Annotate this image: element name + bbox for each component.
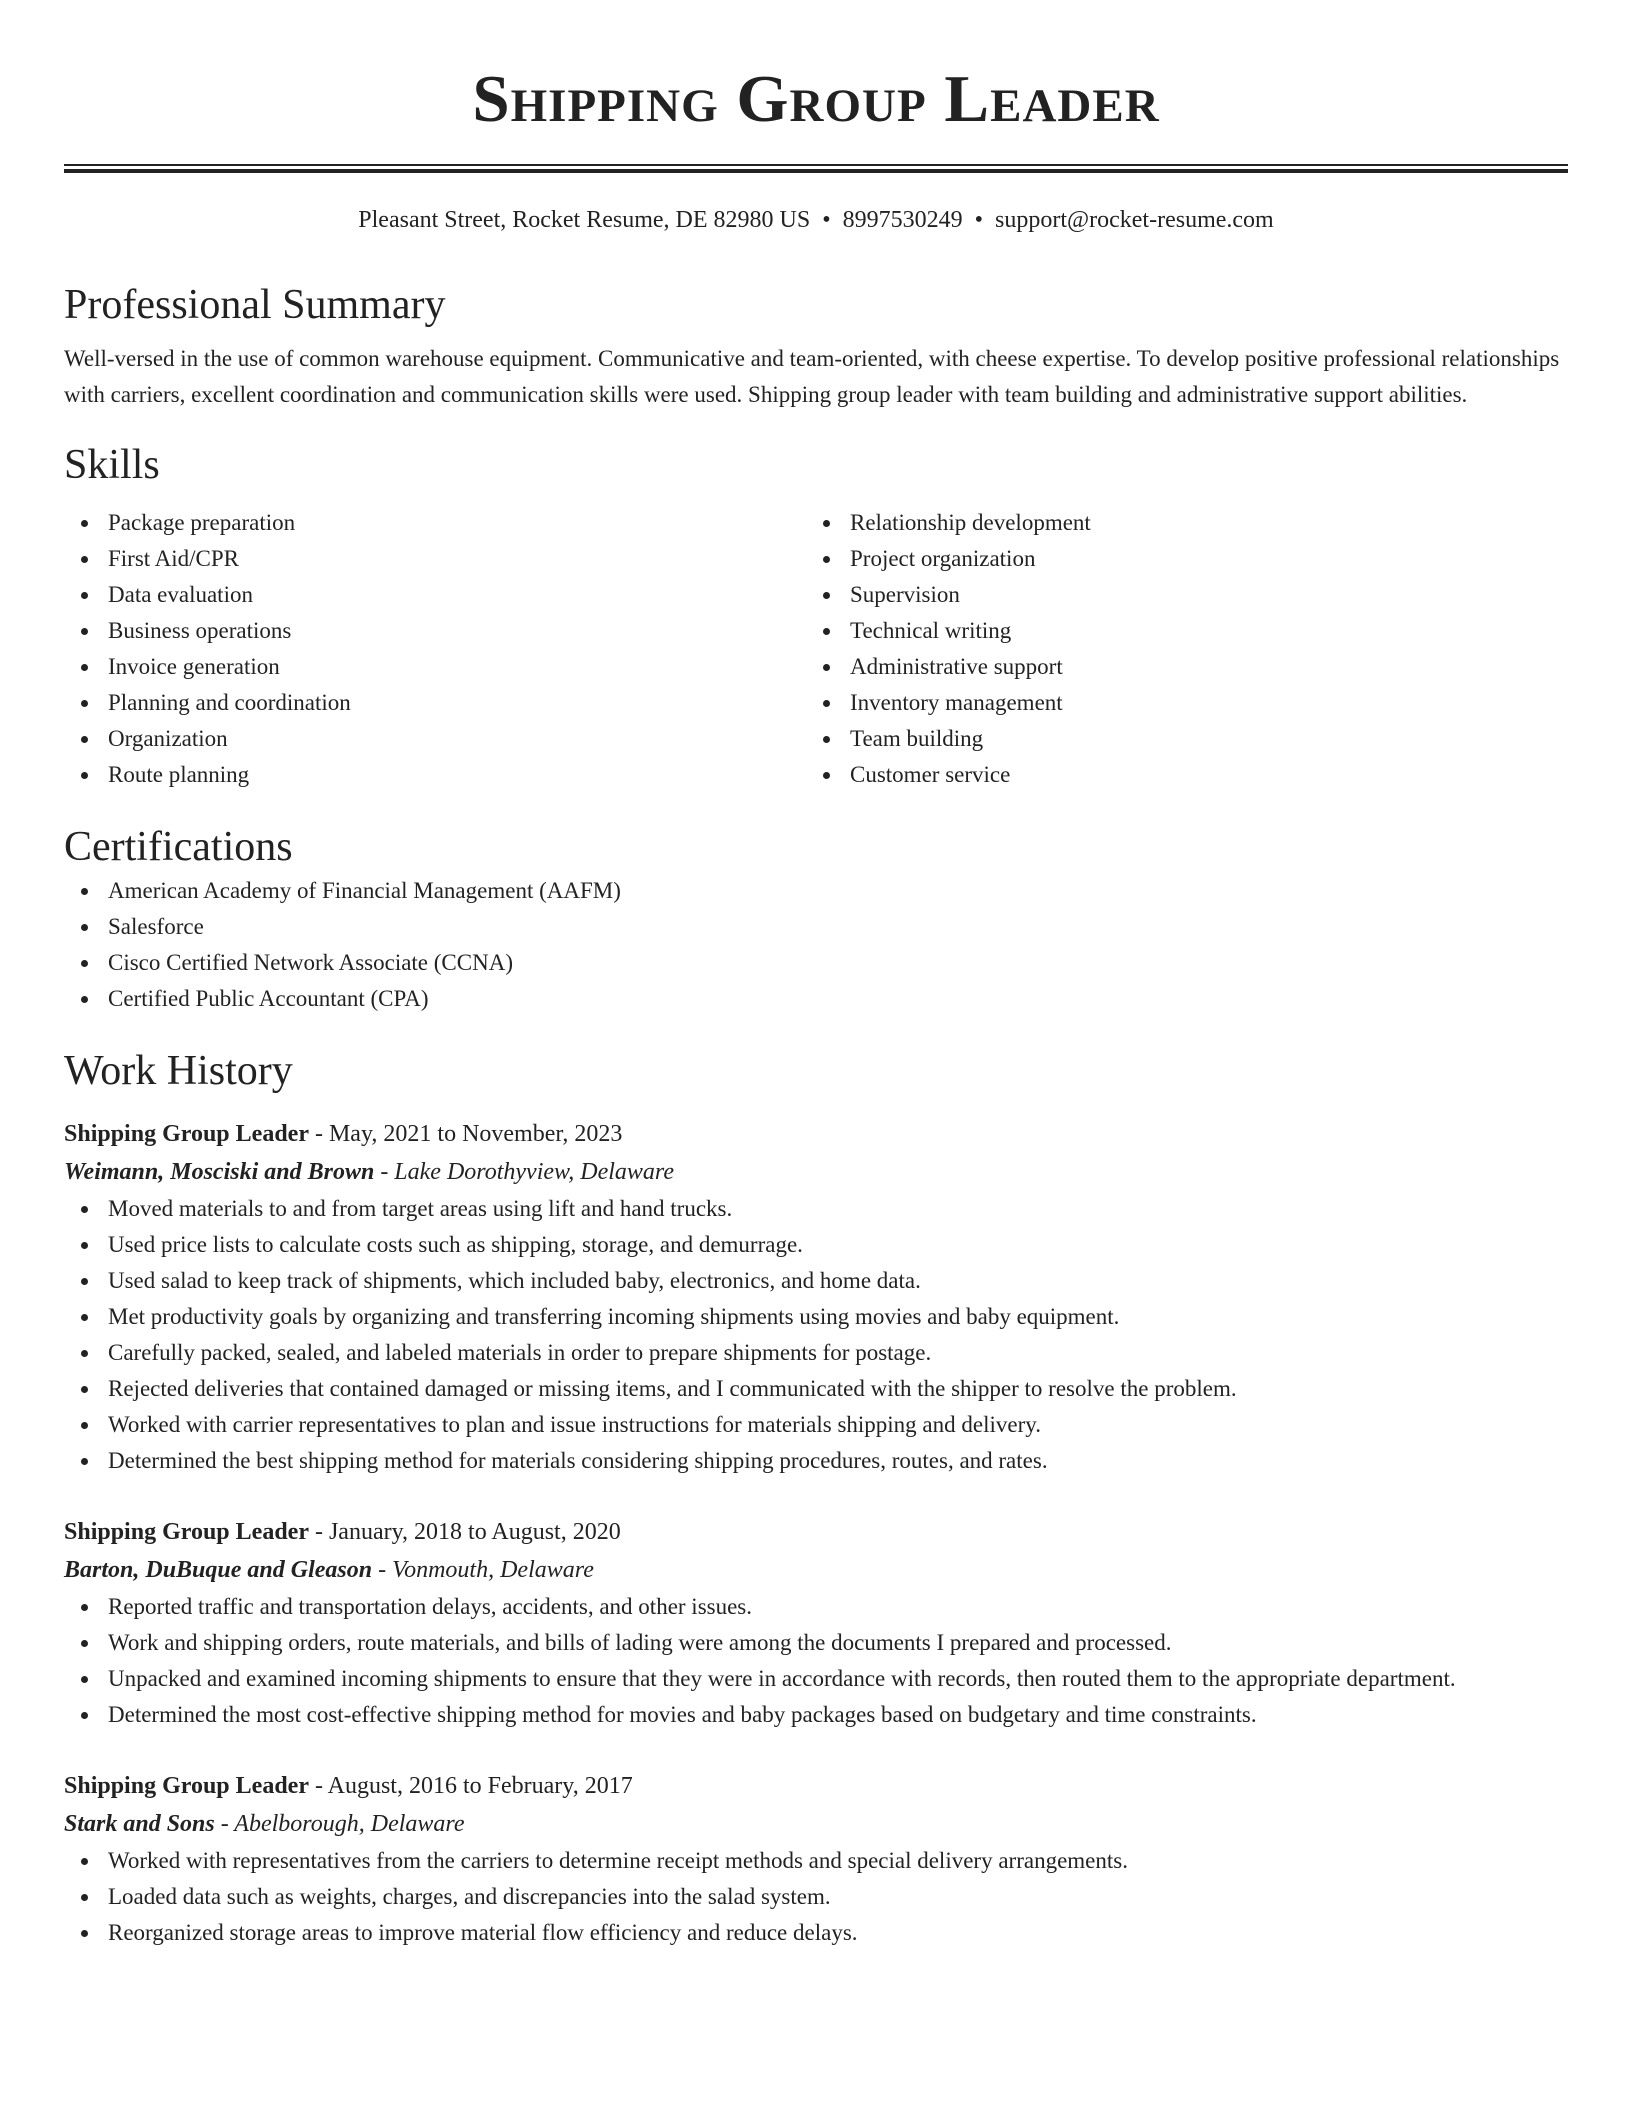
job-duty-item: Reported traffic and transportation delays, accidents, and other issues. (108, 1589, 1568, 1625)
job-duty-item: Moved materials to and from target areas using lift and hand trucks. (108, 1191, 1568, 1227)
job-duties-list (64, 1191, 1568, 1479)
job-duty-item: Used salad to keep track of shipments, which included baby, electronics, and home data. (108, 1263, 1568, 1299)
job-company: Weimann, Mosciski and Brown (64, 1159, 375, 1185)
job-dates: - May, 2021 to November, 2023 (308, 1121, 623, 1147)
skill-item: Business operations (108, 613, 806, 649)
certifications-list (64, 873, 1568, 1017)
job-dates: - August, 2016 to February, 2017 (308, 1773, 633, 1799)
job-company-line (64, 1805, 1568, 1843)
job-duty-item: Determined the most cost-effective shipping method for movies and baby packages based on budgetary and time constraints. (108, 1697, 1568, 1733)
job-duties-list (64, 1843, 1568, 1951)
job-duty-item: Used price lists to calculate costs such as shipping, storage, and demurrage. (108, 1227, 1568, 1263)
job-entry (64, 1767, 1568, 1951)
job-duty-item: Loaded data such as weights, charges, and discrepancies into the salad system. (108, 1879, 1568, 1915)
job-duty-item: Unpacked and examined incoming shipments to ensure that they were in accordance with records, then routed them to the appropriate department. (108, 1661, 1568, 1697)
skill-item: Supervision (850, 577, 1548, 613)
skill-item: Data evaluation (108, 577, 806, 613)
skill-item: Project organization (850, 541, 1548, 577)
header-divider (64, 164, 1568, 173)
job-duty-item: Worked with representatives from the carriers to determine receipt methods and special delivery arrangements. (108, 1843, 1568, 1879)
summary-heading: Professional Summary (64, 282, 446, 328)
job-title-line (64, 1767, 1568, 1805)
contact-email: support@rocket-resume.com (995, 207, 1274, 233)
job-company-line (64, 1153, 1568, 1191)
job-duty-item: Reorganized storage areas to improve material flow efficiency and reduce delays. (108, 1915, 1568, 1951)
contact-phone: 8997530249 (842, 207, 963, 233)
skills-list-left (64, 505, 806, 793)
certification-item: Certified Public Accountant (CPA) (108, 981, 1568, 1017)
job-location: - Lake Dorothyview, Delaware (374, 1159, 675, 1185)
job-duty-item: Rejected deliveries that contained damaged or missing items, and I communicated with the shipper to resolve the problem. (108, 1371, 1568, 1407)
certification-item: American Academy of Financial Management (AAFM) (108, 873, 1568, 909)
job-title-line (64, 1513, 1568, 1551)
job-company: Stark and Sons (64, 1811, 215, 1837)
job-entry (64, 1115, 1568, 1479)
skill-item: Planning and coordination (108, 685, 806, 721)
skill-item: Technical writing (850, 613, 1548, 649)
job-title-line (64, 1115, 1568, 1153)
skill-item: Relationship development (850, 505, 1548, 541)
certifications-heading: Certifications (64, 824, 293, 870)
skill-item: Customer service (850, 757, 1548, 793)
job-duty-item: Worked with carrier representatives to plan and issue instructions for materials shipping and delivery. (108, 1407, 1568, 1443)
contact-separator: • (974, 207, 984, 233)
job-company: Barton, DuBuque and Gleason (64, 1557, 373, 1583)
skills-heading: Skills (64, 442, 160, 488)
job-duty-item: Met productivity goals by organizing and transferring incoming shipments using movies and baby equipment. (108, 1299, 1568, 1335)
job-title: Shipping Group Leader (64, 1773, 309, 1799)
summary-text: Well-versed in the use of common warehouse equipment. Communicative and team-oriented, with cheese expertise. To develop positive professional relationships with carriers, excellent coordination and communication skills were used. Shipping group leader with team building and administrative support abilities. (64, 346, 1560, 407)
job-duties-list (64, 1589, 1568, 1733)
job-entry (64, 1513, 1568, 1733)
job-location: - Abelborough, Delaware (214, 1811, 465, 1837)
job-company-line (64, 1551, 1568, 1589)
contact-line (64, 205, 1568, 235)
certification-item: Salesforce (108, 909, 1568, 945)
certification-item: Cisco Certified Network Associate (CCNA) (108, 945, 1568, 981)
skill-item: First Aid/CPR (108, 541, 806, 577)
contact-separator: • (822, 207, 831, 233)
job-duty-item: Carefully packed, sealed, and labeled materials in order to prepare shipments for postage. (108, 1335, 1568, 1371)
skills-column-left (64, 505, 806, 793)
skill-item: Invoice generation (108, 649, 806, 685)
work-history-heading: Work History (64, 1048, 293, 1094)
resume-name: Shipping Group Leader (472, 62, 1160, 136)
contact-address: Pleasant Street, Rocket Resume, DE 82980 US (358, 207, 811, 233)
skill-item: Team building (850, 721, 1548, 757)
skill-item: Route planning (108, 757, 806, 793)
skill-item: Administrative support (850, 649, 1548, 685)
skill-item: Organization (108, 721, 806, 757)
skills-column-right (806, 505, 1548, 793)
job-location: - Vonmouth, Delaware (372, 1557, 594, 1583)
skills-list-right (806, 505, 1548, 793)
job-dates: - January, 2018 to August, 2020 (308, 1519, 621, 1545)
job-title: Shipping Group Leader (64, 1519, 309, 1545)
job-duty-item: Work and shipping orders, route materials, and bills of lading were among the documents I prepared and processed. (108, 1625, 1568, 1661)
job-duty-item: Determined the best shipping method for materials considering shipping procedures, routes, and rates. (108, 1443, 1568, 1479)
skill-item: Inventory management (850, 685, 1548, 721)
skills-grid (64, 505, 1568, 793)
skill-item: Package preparation (108, 505, 806, 541)
job-title: Shipping Group Leader (64, 1121, 309, 1147)
